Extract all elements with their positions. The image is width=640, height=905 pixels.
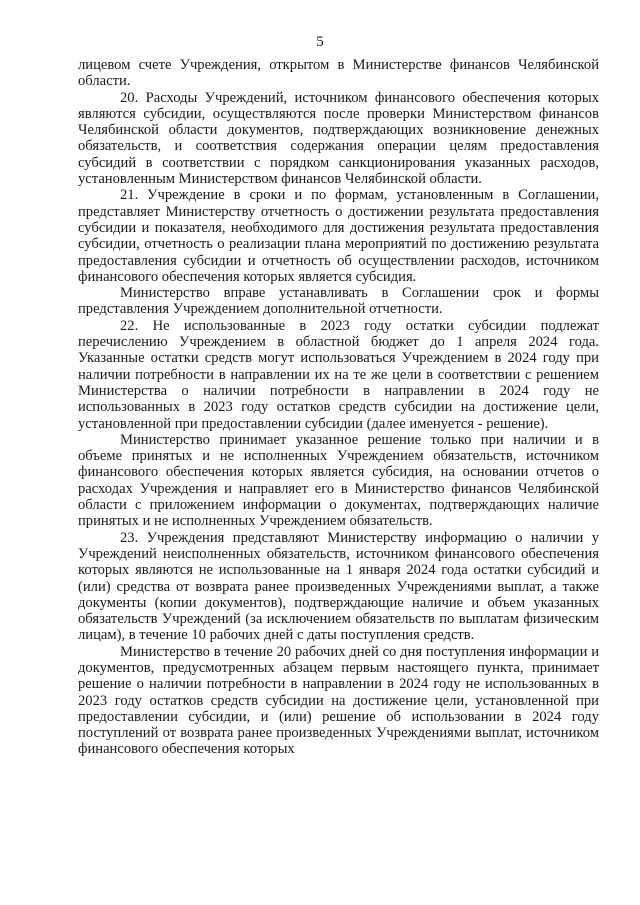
paragraph-item-20: 20. Расходы Учреждений, источником финансового обеспечения которых являются субсидии, осуществляются после проверки Министерством финансов Челябинской области документов, подтверждающих возникновение денежных обязательств, и соответствия содержания операции целям предоставления субсидий в соответствии с порядком санкционирования указанных расходов, установленным Министерством финансов Челябинской области. — [78, 89, 599, 188]
paragraph-item-21-reporting: Министерство вправе устанавливать в Соглашении срок и формы представления Учреждением дополнительной отчетности. — [78, 285, 599, 318]
paragraph-item-22-decision: Министерство принимает указанное решение только при наличии и в объеме принятых и не исполненных Учреждением обязательств, источником финансового обеспечения которых является субсидия, на основании отчетов о расходах Учреждения и направляет его в Министерство финансов Челябинской области с приложением информации о документах, подтверждающих наличие принятых и не исполненных Учреждением обязательств. — [78, 431, 599, 530]
paragraph-item-23-decision: Министерство в течение 20 рабочих дней со дня поступления информации и документов, предусмотренных абзацем первым настоящего пункта, принимает решение о наличии потребности в направлении в 2024 году не использованных в 2023 году остатков средств субсидии на достижение цели, установленной при предоставлении субсидии, и (или) решение об использовании в 2024 году поступлений от возврата ранее произведенных Учреждениями выплат, источником финансового обеспечения которых — [78, 643, 599, 758]
paragraph-item-22: 22. Не использованные в 2023 году остатки субсидии подлежат перечислению Учреждением в областной бюджет до 1 апреля 2024 года. Указанные остатки средств могут использоваться Учреждением в 2024 году при наличии потребности в направлении их на те же цели в соответствии с решением Министерства о наличии потребности в направлении в 2024 году не использованных в 2023 году остатков средств субсидии на достижение цели, установленной при предоставлении субсидии (далее именуется - решение). — [78, 317, 599, 432]
paragraph-continuation: лицевом счете Учреждения, открытом в Министерстве финансов Челябинской области. — [78, 57, 599, 90]
paragraph-item-23: 23. Учреждения представляют Министерству информацию о наличии у Учреждений неисполненных обязательств, источником финансового обеспечения которых являются не использованные на 1 января 2024 года остатки субсидий и (или) средства от возврата ранее произведенных Учреждениями выплат, а также документы (копии документов), подтверждающие наличие и объем указанных обязательств Учреждений (за исключением обязательств по выплатам физическим лицам), в течение 10 рабочих дней с даты поступления средств. — [78, 529, 599, 644]
paragraph-item-21: 21. Учреждение в сроки и по формам, установленным в Соглашении, представляет Министерству отчетность о достижении результата предоставления субсидии и показателя, необходимого для достижения результата предоставления субсидии, отчетность о реализации плана мероприятий по достижению результата предоставления субсидии и отчетность об осуществлении расходов, источником финансового обеспечения которых является субсидия. — [78, 187, 599, 285]
document-body — [78, 57, 599, 758]
page-number: 5 — [316, 34, 324, 50]
